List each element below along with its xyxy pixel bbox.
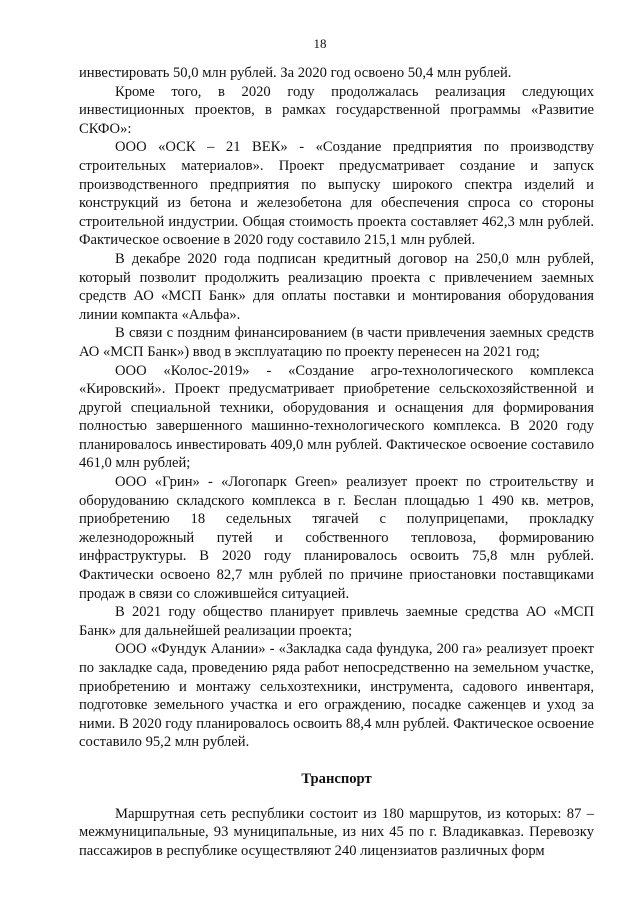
section-heading: Транспорт [301, 770, 372, 787]
paragraph: ООО «Фундук Алании» - «Закладка сада фундука, 200 га» реализует проект по закладке сада, проведению ряда работ непосредственно на земельном участке, приобретению и монтажу сельхозтехники, инструмента, садового инвентаря, подготовке земельного участка и его ограждению, посадке саженцев и уход за ними. В 2020 году планировалось освоить 88,4 млн рублей. Фактическое освоение составило 95,2 млн рублей. [79, 641, 594, 751]
paragraph: инвестировать 50,0 млн рублей. За 2020 год освоено 50,4 млн рублей. [79, 65, 512, 81]
paragraphs-after-heading [79, 805, 594, 861]
paragraph: В связи с поздним финансированием (в части привлечения заемных средств АО «МСП Банк») ввод в эксплуатацию по проекту перенесен на 2021 год; [79, 325, 594, 360]
document-body [79, 64, 594, 860]
paragraph: В 2021 году общество планирует привлечь заемные средства АО «МСП Банк» для дальнейшей реализации проекта; [79, 604, 594, 639]
paragraph: ООО «Колос-2019» - «Создание агро-технологического комплекса «Кировский». Проект предусматривает приобретение сельскохозяйственной и другой специальной техники, оборудования и оснащения для формирования полностью завершенного машинно-технологического комплекса. В 2020 году планировалось инвестировать 409,0 млн рублей. Фактическое освоение составило 461,0 млн рублей; [79, 362, 594, 472]
paragraph: ООО «ОСК – 21 ВЕК» - «Создание предприятия по производству строительных материалов». Проект предусматривает создание и запуск производственного предприятия по выпуску широкого спектра изделий и конструкций из бетона и железобетона для обеспечения спроса со стороны строительной индустрии. Общая стоимость проекта составляет 462,3 млн рублей. Фактическое освоение в 2020 году составило 215,1 млн рублей. [79, 139, 594, 249]
paragraph: Кроме того, в 2020 году продолжалась реализация следующих инвестиционных проектов, в рамках государственной программы «Развитие СКФО»: [79, 83, 594, 137]
page-number: 18 [313, 36, 327, 51]
paragraph: ООО «Грин» - «Логопарк Green» реализует проект по строительству и оборудованию складского комплекса в г. Беслан площадью 1 490 кв. метров, приобретению 18 седельных тягачей с полуприцепами, прокладку железнодорожный путей и собственного тепловоза, формированию инфраструктуры. В 2020 году планировалось освоить 75,8 млн рублей. Фактически освоено 82,7 млн рублей по причине приостановки поставщиками продаж в связи со сложившейся ситуацией. [79, 474, 594, 602]
paragraph: В декабре 2020 года подписан кредитный договор на 250,0 млн рублей, который позволит продолжить реализацию проекта с привлечением заемных средств АО «МСП Банк» для оплаты поставки и монтирования оборудования линии компакта «Альфа». [79, 250, 594, 323]
paragraphs-before-heading [79, 64, 594, 752]
paragraph: Маршрутная сеть республики состоит из 180 маршрутов, из которых: 87 – межмуниципальные, 93 муниципальные, из них 45 по г. Владикавказ. Перевозку пассажиров в республике осуществляют 240 лицензиатов различных форм [79, 805, 594, 859]
